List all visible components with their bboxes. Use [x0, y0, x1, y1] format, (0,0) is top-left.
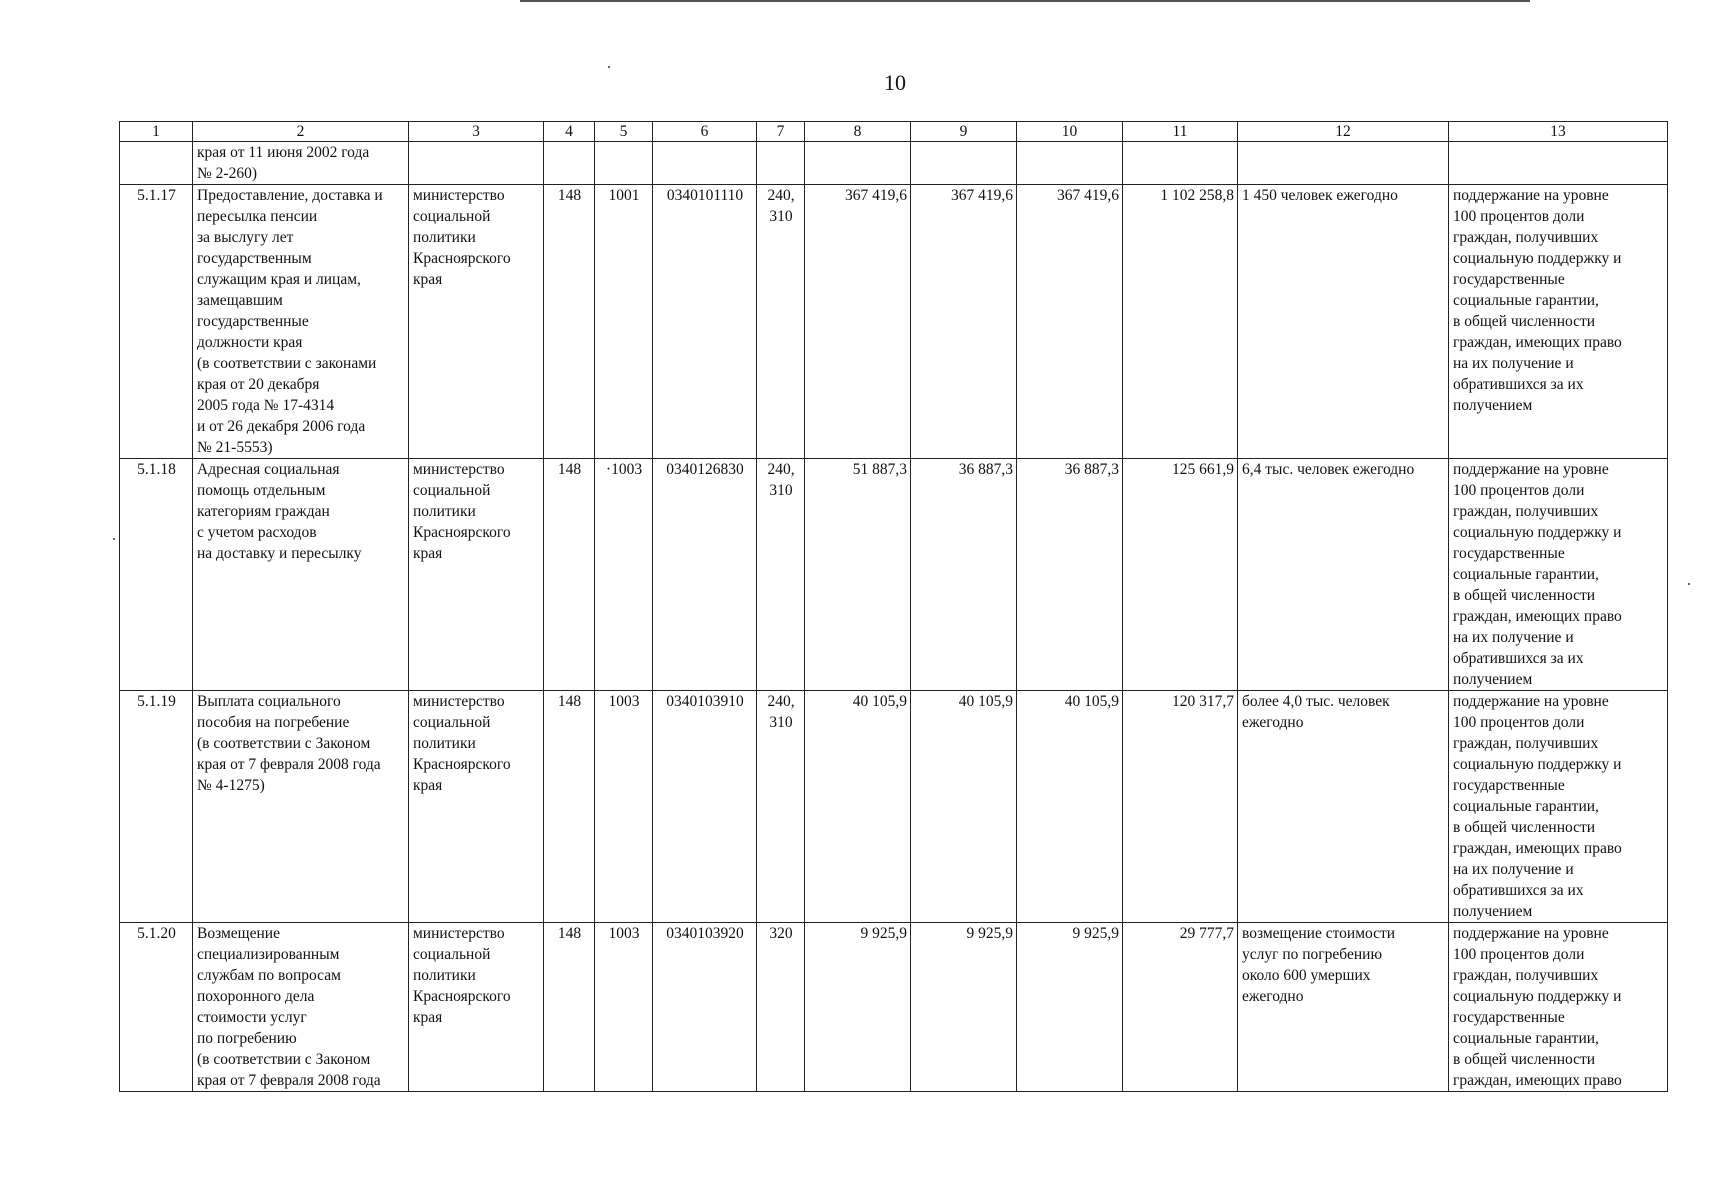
scan-speck	[113, 538, 115, 540]
section-code-cell: 1003	[595, 923, 653, 1092]
expected-result-cell: 1 450 человек ежегодно	[1238, 185, 1449, 459]
column-number: 9	[911, 122, 1017, 142]
amount-cell: 40 105,9	[911, 691, 1017, 923]
target-code-cell: 0340103910	[653, 691, 757, 923]
target-code-cell: 0340126830	[653, 459, 757, 691]
item-code-cell: 5.1.17	[120, 185, 193, 459]
column-number: 1	[120, 122, 193, 142]
program-measures-table	[119, 121, 1668, 1092]
expected-result-cell: 6,4 тыс. человек ежегодно	[1238, 459, 1449, 691]
indicator-cell: поддержание на уровне 100 процентов доли граждан, получивших социальную поддержку и государственные социальные гарантии, в общей численности граждан, имеющих право на их получение и обратившихся за их получением	[1449, 691, 1668, 923]
amount-cell: 9 925,9	[805, 923, 911, 1092]
column-number: 8	[805, 122, 911, 142]
page-number: 10	[884, 70, 906, 95]
administrator-cell: министерство социальной политики Красноярского края	[409, 185, 544, 459]
section-code-cell: 1003	[595, 691, 653, 923]
measure-name-cell: Выплата социального пособия на погребение (в соответствии с Законом края от 7 февраля 2008 года № 4-1275)	[193, 691, 409, 923]
expected-result-cell: более 4,0 тыс. человек ежегодно	[1238, 691, 1449, 923]
measure-name-cell: Возмещение специализированным службам по вопросам похоронного дела стоимости услуг по погребению (в соответствии с Законом края от 7 февраля 2008 года	[193, 923, 409, 1092]
amount-cell: 36 887,3	[911, 459, 1017, 691]
column-number: 6	[653, 122, 757, 142]
administrator-cell: министерство социальной политики Красноярского края	[409, 923, 544, 1092]
section-code-cell: 1001	[595, 185, 653, 459]
indicator-cell: поддержание на уровне 100 процентов доли граждан, получивших социальную поддержку и государственные социальные гарантии, в общей численности граждан, имеющих право	[1449, 923, 1668, 1092]
scan-speck	[1688, 583, 1690, 585]
amount-cell: 9 925,9	[911, 923, 1017, 1092]
amount-cell: 40 105,9	[1017, 691, 1123, 923]
table-row	[120, 459, 1668, 691]
table-row	[120, 923, 1668, 1092]
column-number: 4	[544, 122, 595, 142]
measure-name-cell: края от 11 июня 2002 года № 2-260)	[193, 142, 409, 185]
amount-cell: 9 925,9	[1017, 923, 1123, 1092]
scan-speck	[608, 66, 610, 68]
grbs-code-cell: 148	[544, 923, 595, 1092]
measure-name-cell: Предоставление, доставка и пересылка пенсии за выслугу лет государственным служащим края и лицам, замещавшим государственные должности края (в соответствии с законами края от 20 декабря 2005 года № 17-4314 и от 26 декабря 2006 года № 21-5553)	[193, 185, 409, 459]
total-amount-cell: 29 777,7	[1123, 923, 1238, 1092]
column-number: 11	[1123, 122, 1238, 142]
item-code-cell: 5.1.20	[120, 923, 193, 1092]
expense-type-cell: 240, 310	[757, 691, 805, 923]
administrator-cell: министерство социальной политики Красноярского края	[409, 459, 544, 691]
target-code-cell: 0340103920	[653, 923, 757, 1092]
expense-type-cell: 240, 310	[757, 459, 805, 691]
administrator-cell: министерство социальной политики Красноярского края	[409, 691, 544, 923]
indicator-cell: поддержание на уровне 100 процентов доли граждан, получивших социальную поддержку и государственные социальные гарантии, в общей численности граждан, имеющих право на их получение и обратившихся за их получением	[1449, 459, 1668, 691]
table-row	[120, 185, 1668, 459]
total-amount-cell: 120 317,7	[1123, 691, 1238, 923]
amount-cell: 367 419,6	[911, 185, 1017, 459]
amount-cell: 51 887,3	[805, 459, 911, 691]
column-number: 7	[757, 122, 805, 142]
column-number-row	[120, 122, 1668, 142]
amount-cell: 367 419,6	[1017, 185, 1123, 459]
amount-cell: 367 419,6	[805, 185, 911, 459]
expense-type-cell: 240, 310	[757, 185, 805, 459]
section-code-cell: ·1003	[595, 459, 653, 691]
amount-cell: 36 887,3	[1017, 459, 1123, 691]
expense-type-cell: 320	[757, 923, 805, 1092]
top-scan-rule	[520, 0, 1530, 2]
amount-cell: 40 105,9	[805, 691, 911, 923]
item-code-cell: 5.1.18	[120, 459, 193, 691]
grbs-code-cell: 148	[544, 691, 595, 923]
item-code-cell: 5.1.19	[120, 691, 193, 923]
continued-row	[120, 142, 1668, 185]
total-amount-cell: 125 661,9	[1123, 459, 1238, 691]
measure-name-cell: Адресная социальная помощь отдельным категориям граждан с учетом расходов на доставку и пересылку	[193, 459, 409, 691]
indicator-cell: поддержание на уровне 100 процентов доли граждан, получивших социальную поддержку и государственные социальные гарантии, в общей численности граждан, имеющих право на их получение и обратившихся за их получением	[1449, 185, 1668, 459]
column-number: 2	[193, 122, 409, 142]
column-number: 13	[1449, 122, 1668, 142]
grbs-code-cell: 148	[544, 459, 595, 691]
column-number: 10	[1017, 122, 1123, 142]
table-row	[120, 691, 1668, 923]
column-number: 5	[595, 122, 653, 142]
expected-result-cell: возмещение стоимости услуг по погребению около 600 умерших ежегодно	[1238, 923, 1449, 1092]
total-amount-cell: 1 102 258,8	[1123, 185, 1238, 459]
target-code-cell: 0340101110	[653, 185, 757, 459]
column-number: 3	[409, 122, 544, 142]
grbs-code-cell: 148	[544, 185, 595, 459]
column-number: 12	[1238, 122, 1449, 142]
